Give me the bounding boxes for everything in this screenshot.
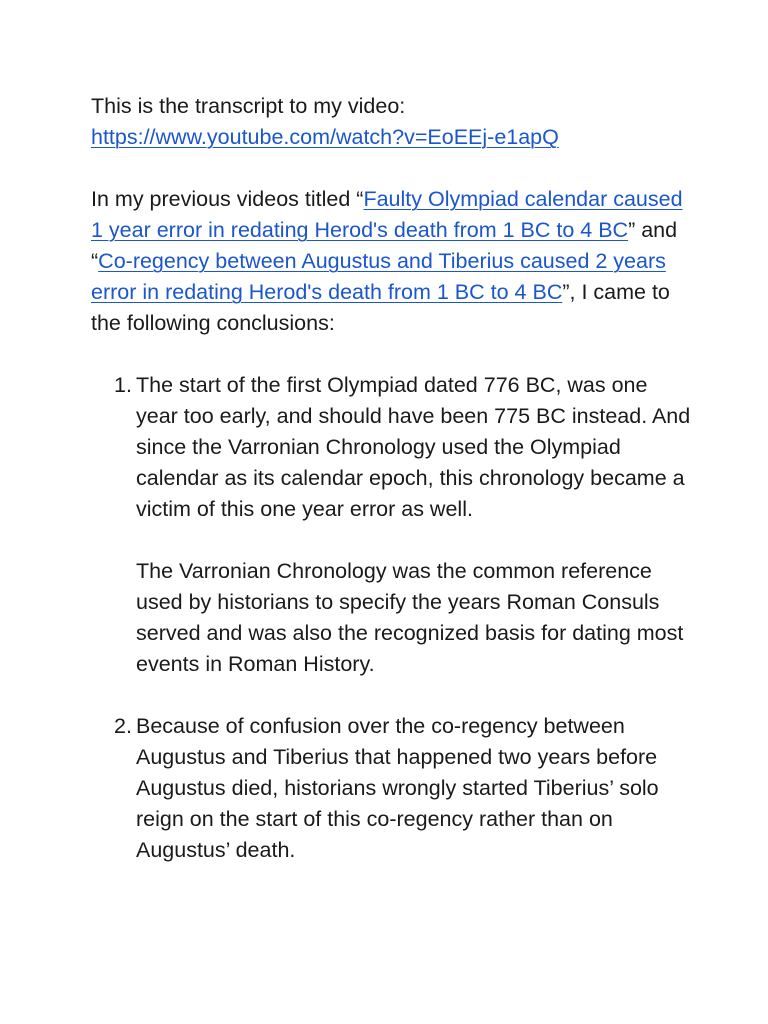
document-body [91, 91, 691, 866]
conclusions-list [91, 370, 691, 866]
conclusion-item-2 [91, 711, 691, 866]
para1-prefix: In my previous videos titled “ [91, 187, 364, 211]
faulty-olympiad-video-link[interactable]: Faulty Olympiad calendar caused 1 year error in redating Herod's death from 1 BC to 4 BC [91, 187, 683, 242]
para1-middle: ” and “ [91, 218, 678, 273]
para1-suffix: ”, I came to the following conclusions: [91, 280, 670, 335]
paragraph-gap [91, 153, 691, 184]
paragraph-gap [136, 680, 691, 711]
conclusion-1-paragraph-1: The start of the first Olympiad dated 776 BC, was one year too early, and should have been 775 BC instead. And since the Varronian Chronology used the Olympiad calendar as its calendar epoch, this chronology became a victim of this one year error as well. [136, 373, 691, 521]
video-link[interactable]: https://www.youtube.com/watch?v=EoEEj-e1apQ [91, 125, 559, 149]
list-number: 1. [114, 373, 132, 397]
conclusion-2-paragraph-1: Because of confusion over the co-regency between Augustus and Tiberius that happened two years before Augustus died, historians wrongly started Tiberius’ solo reign on the start of this co-regency rather than on Augustus’ death. [136, 714, 659, 862]
conclusion-item-1 [91, 370, 691, 711]
intro-paragraph [91, 91, 691, 153]
co-regency-video-link[interactable]: Co-regency between Augustus and Tiberius caused 2 years error in redating Herod's death from 1 BC to 4 BC [91, 249, 666, 304]
paragraph-gap [91, 339, 691, 370]
previous-videos-paragraph [91, 184, 691, 339]
conclusion-1-paragraph-2: The Varronian Chronology was the common reference used by historians to specify the years Roman Consuls served and was also the recognized basis for dating most events in Roman History. [136, 559, 684, 676]
list-number: 2. [114, 714, 132, 738]
intro-text: This is the transcript to my video: [91, 94, 406, 118]
paragraph-gap [136, 525, 691, 556]
